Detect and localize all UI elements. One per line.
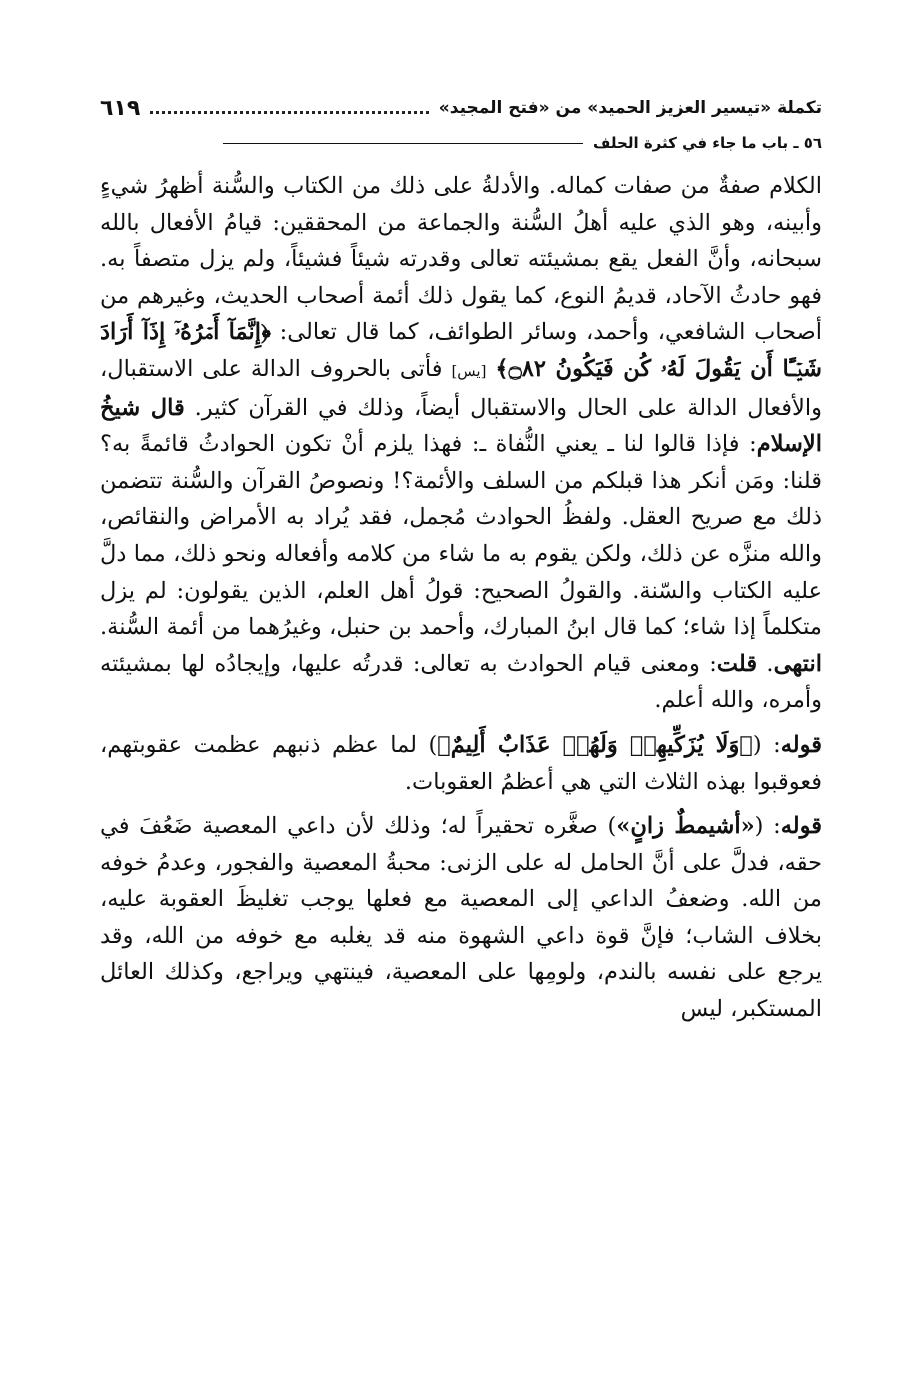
text-run: . [757, 650, 774, 677]
text-run: : ومعنى قيام الحوادث به تعالى: قدرتُه عليها، وإيجادُه لها بمشيئته وأمره، والله أعلم. [100, 650, 822, 714]
text-run: الكلام صفةٌ من صفات كماله. والأدلةُ على ذلك من الكتاب والسُّنة أظهرُ شيءٍ وأبينه، وهو الذي عليه أهلُ السُّنة والجماعة من المحققين: قيامُ الأفعال بالله سبحانه، وأنَّ الفعل يقع بمشيئته تعالى وقدرته شيئاً فشيئاً، ولم يزل متصفاً به. فهو حادثُ الآحاد، قديمُ النوع، كما يقول ذلك أئمة أصحاب الحديث، وغيرهم من أصحاب الشافعي، وأحمد، وسائر الطوائف، كما قال تعالى: [100, 173, 822, 346]
chapter-title: ٥٦ ـ باب ما جاء في كثرة الحلف [593, 134, 822, 152]
running-title: تكملة «تيسير العزيز الحميد» من «فتح المجيد» [438, 98, 822, 118]
text-run: : ( [752, 731, 781, 758]
text-run: ) صغَّره تحقيراً له؛ وذلك لأن داعي المعصية ضَعُفَ في حقه، فدلَّ على أنَّ الحامل له على الزنى: محبةُ المعصية والفجور، وعدمُ خوفه من الله. وضعفُ الداعي إلى المعصية مع فعلها يوجب تغليظَ العقوبة عليه، بخلاف الشاب؛ فإنَّ قوة داعي الشهوة منه قد يغلبه مع خوفه من الله، وقد يرجع على نفسه بالندم، ولومِها على المعصية، فينتهي ويراجع، وكذلك العائل المستكبر، ليس [100, 813, 822, 1023]
qawluhu-label: قوله [780, 731, 822, 758]
text-run: ) لما عظم ذنبهم عظمت عقوبتهم، فعوقبوا بهذه الثلاث التي هي أعظمُ العقوبات. [100, 731, 822, 795]
qawluhu-label: قوله [780, 813, 823, 840]
body-text [100, 168, 822, 1028]
leader-dots [150, 111, 428, 114]
quran-verse: ﴿وَلَا يُزَكِّيهِمۡ وَلَهُمۡ عَذَابٌ أَلِيمٌ﴾ [437, 731, 753, 758]
qultu-label: قلت [716, 650, 758, 677]
running-header [100, 88, 822, 128]
paragraph-1 [100, 168, 822, 719]
text-run: : ( [754, 813, 781, 840]
quran-verse: ﴿إِنَّمَآ أَمۡرُهُۥٓ إِذَآ أَرَادَ شَيۡـًٔا أَن يَقُولَ لَهُۥ كُن فَيَكُونُ ۝٨٢﴾ [100, 319, 822, 382]
verse-reference: [يس] [451, 361, 487, 380]
paragraph-2 [100, 727, 822, 800]
sheikh-label: قال شيخُ الإسلام [100, 394, 822, 458]
page-number: ٦١٩ [100, 95, 141, 121]
paragraph-3 [100, 808, 822, 1028]
book-page [100, 88, 822, 1338]
hadith-quote: «أشيمطٌ زانٍ» [616, 813, 755, 840]
text-run: : فإذا قالوا لنا ـ يعني النُّفاة ـ: فهذا يلزم أنْ تكون الحوادثُ قائمةً به؟ قلنا: ومَن أنكر هذا قبلكم من السلف والأئمة؟! ونصوصُ القرآن والسُّنة تتضمن ذلك مع صريح العقل. ولفظُ الحوادث مُجمل، فقد يُراد به الأمراض والنقائص، والله منزَّه عن ذلك، ولكن يقوم به ما شاء من كلامه وأفعاله ونحو ذلك، مما دلَّ عليه الكتاب والسّنة. والقولُ الصحيح: قولُ أهل العلم، الذين يقولون: لم يزل متكلماً إذا شاء؛ كما قال ابنُ المبارك، وأحمد بن حنبل، وغيرُهما من أئمة السُّنة. [100, 431, 822, 641]
chapter-rule [223, 143, 583, 144]
chapter-header [100, 128, 822, 158]
intaha-label: انتهى [773, 650, 822, 677]
text-run: فأتى بالحروف الدالة على الاستقبال، والأفعال الدالة على الحال والاستقبال أيضاً، وذلك في القرآن كثير. [100, 355, 822, 421]
